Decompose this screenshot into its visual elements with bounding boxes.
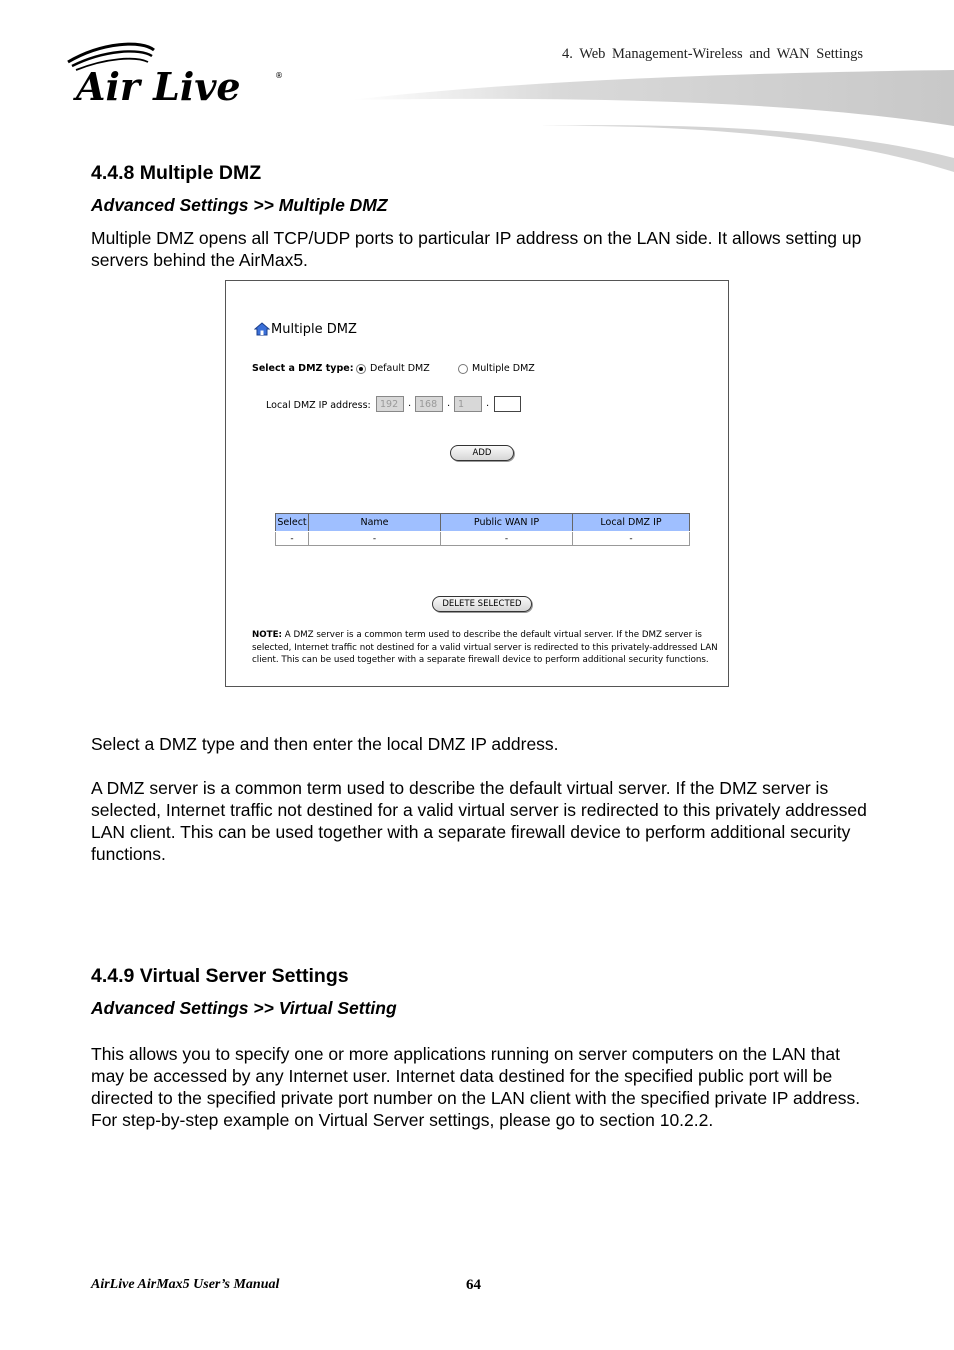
panel-title-text: Multiple DMZ (271, 321, 357, 337)
ip-dot-3: . (486, 398, 490, 409)
section-heading-dmz: 4.4.8 Multiple DMZ (91, 162, 262, 184)
footer-manual-title: AirLive AirMax5 User’s Manual (91, 1277, 280, 1292)
ip-octet-3-input[interactable]: 1 (454, 396, 482, 412)
ip-octet-1-input[interactable]: 192 (376, 396, 404, 412)
panel-note (252, 629, 722, 667)
home-icon (254, 321, 270, 337)
radio-default-dmz-label: Default DMZ (370, 363, 430, 374)
svg-text:®: ® (275, 71, 283, 80)
section-path-virtual-server: Advanced Settings >> Virtual Setting (91, 998, 397, 1018)
dmz-description: A DMZ server is a common term used to describe the default virtual server. If the DMZ server is selected, Internet traffic not destined for a valid virtual server is redirected to this privately addressed LAN client. This can be used together with a separate firewall device to perform additional security functions. (91, 778, 867, 864)
cell-local-dmz-ip: - (573, 532, 690, 546)
col-public-wan-ip-header: Public WAN IP (441, 514, 573, 532)
radio-default-dmz-indicator[interactable] (356, 364, 366, 374)
col-local-dmz-ip-header: Local DMZ IP (573, 514, 690, 532)
chapter-header: 4. Web Management-Wireless and WAN Settings (561, 46, 863, 62)
dmz-intro: Multiple DMZ opens all TCP/UDP ports to particular IP address on the LAN side. It allows setting up servers behind the AirMax5. (91, 228, 862, 270)
local-dmz-ip-label: Local DMZ IP address: (266, 400, 371, 411)
page-number: 64 (466, 1277, 481, 1293)
col-name-header: Name (309, 514, 441, 532)
ip-dot-1: . (408, 398, 412, 409)
radio-multiple-dmz[interactable] (458, 363, 535, 374)
note-label: NOTE: (252, 630, 282, 640)
dmz-instruction: Select a DMZ type and then enter the local DMZ IP address. (91, 734, 559, 754)
delete-selected-button[interactable]: DELETE SELECTED (432, 596, 532, 612)
cell-public-wan-ip: - (441, 532, 573, 546)
radio-multiple-dmz-indicator[interactable] (458, 364, 468, 374)
airlive-logo (62, 40, 292, 110)
cell-select: - (276, 532, 309, 546)
ip-dot-2: . (447, 398, 451, 409)
ip-octet-4-input[interactable] (494, 396, 521, 412)
panel-title (254, 321, 357, 337)
note-text: A DMZ server is a common term used to describe the default virtual server. If the DMZ server is selected, Internet traffic not destined for a valid virtual server is redirected to this privately-addressed LAN client. This can be used together with a separate firewall device to perform additional security functions. (252, 630, 718, 666)
svg-text:Air Live: Air Live (76, 64, 241, 109)
cell-name: - (309, 532, 441, 546)
section-path-dmz: Advanced Settings >> Multiple DMZ (91, 195, 388, 215)
table-row (276, 532, 690, 546)
dmz-type-label: Select a DMZ type: (252, 363, 354, 374)
dmz-table (275, 513, 690, 546)
virtual-server-description: This allows you to specify one or more applications running on server computers on the LAN that may be accessed by any Internet user. Internet data destined for the specified public port will be directed to the specified private port number on the LAN client with the specified private IP address. For step-by-step example on Virtual Server settings, please go to section 10.2.2. (91, 1044, 861, 1130)
ip-octet-2-input[interactable]: 168 (415, 396, 443, 412)
header-swoosh (340, 68, 954, 178)
col-select-header: Select (276, 514, 309, 532)
radio-multiple-dmz-label: Multiple DMZ (472, 363, 535, 374)
dmz-table-header-row (276, 514, 690, 532)
add-button[interactable]: ADD (450, 445, 514, 461)
section-heading-virtual-server: 4.4.9 Virtual Server Settings (91, 965, 349, 987)
multiple-dmz-screenshot (225, 280, 729, 687)
radio-default-dmz[interactable] (356, 363, 430, 374)
